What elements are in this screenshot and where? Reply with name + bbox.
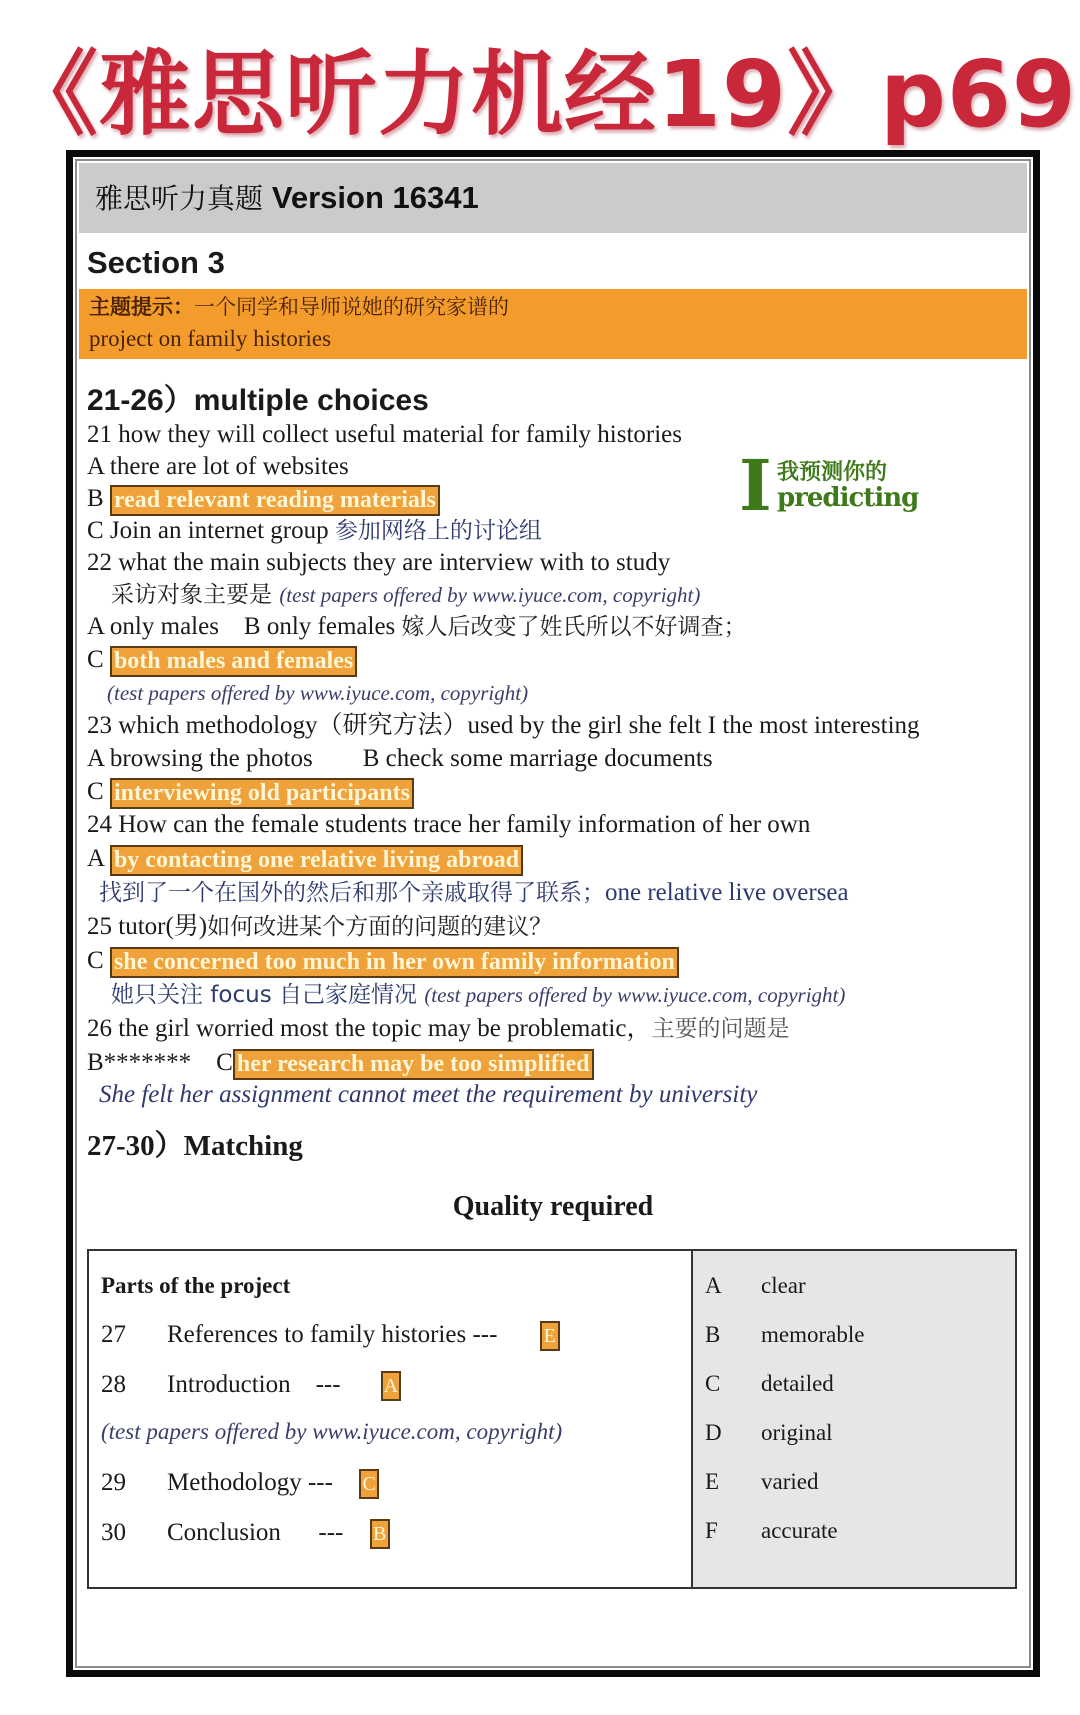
matching-title: 27-30）Matching [87, 1130, 303, 1162]
option-text: original [761, 1420, 833, 1445]
quality-required-title: Quality required [452, 1191, 654, 1222]
option-text: varied [761, 1469, 819, 1494]
matching-copyright: (test papers offered by www.iyuce.com, copyright) [101, 1419, 563, 1444]
option-text: memorable [761, 1322, 865, 1347]
q26-note: She felt her assignment cannot meet the requirement by university [99, 1081, 758, 1108]
quality-option-e [705, 1469, 818, 1495]
q21-question: 21 how they will collect useful material for family histories [87, 421, 682, 448]
q24-a-prefix: A [87, 845, 110, 872]
q21-option-a: A there are lot of websites [87, 453, 349, 480]
quality-option-b [705, 1322, 864, 1348]
q22-options-ab [87, 611, 747, 643]
matching-row-30 [101, 1519, 390, 1549]
q21-b-prefix: B [87, 485, 110, 512]
page-title: 《雅思听力机经19》p69 [6, 41, 1077, 148]
row-label: Methodology --- [167, 1469, 333, 1496]
q21-option-b [87, 483, 440, 516]
q22-option-c [87, 644, 357, 677]
q22-copyright: (test papers offered by www.iyuce.com, copyright) [279, 583, 701, 607]
row-number: 30 [101, 1519, 126, 1546]
q25-option-c [87, 945, 679, 978]
version-prefix: 雅思听力真题 [95, 182, 272, 215]
q24-option-a [87, 843, 523, 876]
q25-c-prefix: C [87, 947, 110, 974]
version-bar [79, 163, 1027, 233]
matching-row-28 [101, 1371, 401, 1401]
logo-en-text: predicting [777, 483, 919, 513]
q24-note [99, 877, 849, 909]
q25-copyright: (test papers offered by www.iyuce.com, copyright) [424, 983, 846, 1007]
quality-option-d [705, 1420, 833, 1446]
parts-column [89, 1251, 693, 1587]
quality-option-f [705, 1518, 838, 1544]
q26-options [87, 1047, 594, 1080]
answer-box: C [359, 1469, 379, 1499]
q23-option-c [87, 776, 414, 809]
option-letter: B [705, 1322, 721, 1347]
q23-question: 23 which methodology（研究方法）used by the girl she felt I the most interesting [87, 712, 920, 739]
q22-question: 22 what the main subjects they are interview with to study [87, 549, 671, 576]
q22-ab-text: A only males B only females [87, 613, 402, 640]
quality-option-c [705, 1371, 834, 1397]
q22-ab-note: 嫁人后改变了姓氏所以不好调查； [401, 614, 747, 640]
q23-options-ab: A browsing the photos B check some marriage documents [87, 745, 713, 772]
row-number: 27 [101, 1321, 126, 1348]
q25-question-cn: 如何改进某个方面的问题的建议？ [207, 914, 553, 940]
version-label: Version 16341 [271, 180, 479, 215]
section-title: Section 3 [87, 245, 225, 280]
topic-hint-bar [79, 289, 1027, 359]
answer-box: A [381, 1371, 401, 1401]
q24-answer-highlight: by contacting one relative living abroad [110, 845, 523, 876]
predicting-logo [739, 444, 939, 527]
option-letter: D [705, 1420, 722, 1445]
answer-box: E [540, 1321, 560, 1351]
multiple-choice-title: 21-26）multiple choices [87, 384, 429, 417]
q22-answer-highlight: both males and females [110, 646, 357, 677]
topic-en: project on family histories [89, 326, 332, 351]
matching-row-29 [101, 1469, 379, 1499]
row-label: Conclusion --- [167, 1519, 344, 1546]
row-label: Introduction --- [167, 1371, 341, 1398]
document-frame [66, 150, 1040, 1677]
option-letter: C [705, 1371, 721, 1396]
topic-label: 主题提示： [89, 294, 194, 319]
q21-answer-highlight: read relevant reading materials [110, 485, 440, 516]
q26-b-text: B******* C [87, 1049, 233, 1076]
logo-cn-text: 我预测你的 [777, 460, 888, 485]
option-letter: E [705, 1469, 720, 1494]
logo-big-letter: I [739, 444, 772, 527]
parts-header: Parts of the project [101, 1273, 291, 1298]
q26-question [87, 1013, 789, 1045]
q25-note-cn: 她只关注 focus 自己家庭情况 [111, 982, 425, 1008]
q24-question: 24 How can the female students trace her family information of her own [87, 811, 811, 838]
option-text: accurate [761, 1518, 838, 1543]
q22-copyright-line: (test papers offered by www.iyuce.com, copyright) [107, 681, 529, 705]
q26-question-en: 26 the girl worried most the topic may be problematic， [87, 1015, 652, 1042]
row-label: References to family histories --- [167, 1321, 498, 1348]
q22-note [111, 579, 700, 611]
answer-box: B [370, 1519, 390, 1549]
q25-question [87, 911, 552, 943]
option-text: clear [761, 1273, 806, 1298]
q23-answer-highlight: interviewing old participants [110, 778, 414, 809]
q21-c-text: C Join an internet group [87, 517, 335, 544]
q22-note-cn: 采访对象主要是 [111, 582, 280, 608]
q21-c-note: 参加网络上的讨论组 [334, 518, 542, 544]
row-number: 29 [101, 1469, 126, 1496]
option-text: detailed [761, 1371, 834, 1396]
matching-row-27 [101, 1321, 560, 1351]
q26-question-cn: 主要的问题是 [651, 1016, 790, 1042]
q22-c-prefix: C [87, 646, 110, 673]
quality-options-column [693, 1251, 1015, 1587]
quality-option-a [705, 1273, 806, 1299]
q25-answer-highlight: she concerned too much in her own family information [110, 947, 679, 978]
option-letter: F [705, 1518, 718, 1543]
option-letter: A [705, 1273, 722, 1298]
matching-table [87, 1249, 1017, 1589]
q24-note-en: one relative live oversea [605, 879, 849, 906]
topic-cn: 一个同学和导师说她的研究家谱的 [194, 295, 509, 319]
q25-note [111, 979, 845, 1011]
q21-option-c [87, 515, 542, 547]
row-number: 28 [101, 1371, 126, 1398]
q24-note-cn: 找到了一个在国外的然后和那个亲戚取得了联系； [99, 880, 605, 906]
q26-answer-highlight: her research may be too simplified [233, 1049, 594, 1080]
q23-c-prefix: C [87, 778, 110, 805]
q25-question-en: 25 tutor(男) [87, 913, 208, 940]
